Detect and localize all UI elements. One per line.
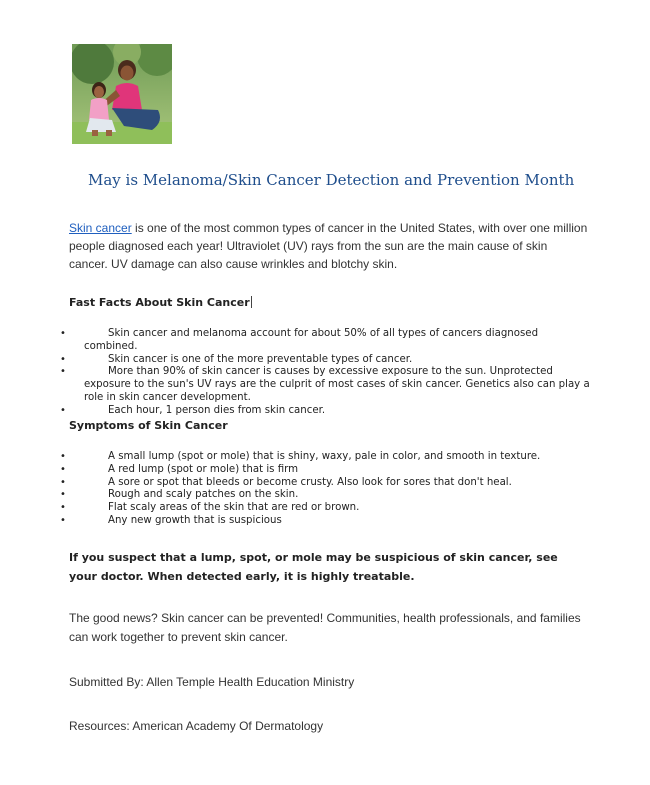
list-item xyxy=(60,451,590,464)
list-item xyxy=(60,502,590,515)
bullet-icon: • xyxy=(60,514,66,526)
header-photo xyxy=(72,44,172,144)
list-item-text: A red lump (spot or mole) that is firm xyxy=(108,463,299,475)
bullet-icon: • xyxy=(60,489,66,501)
list-item-text: A sore or spot that bleeds or become crusty. Also look for sores that don't heal. xyxy=(108,476,512,488)
fast-facts-heading xyxy=(69,296,252,309)
list-item-text: Any new growth that is suspicious xyxy=(108,514,282,526)
list-item-text: Rough and scaly patches on the skin. xyxy=(108,489,299,501)
mother-daughter-photo xyxy=(72,44,172,144)
bullet-icon: • xyxy=(60,502,66,514)
symptoms-list xyxy=(60,451,590,528)
fast-facts-list xyxy=(60,328,590,418)
bullet-icon: • xyxy=(60,366,66,378)
list-item-text: Skin cancer and melanoma account for about 50% of all types of cancers diagnosed combined. xyxy=(84,328,539,352)
list-item xyxy=(60,366,590,404)
doctor-warning: If you suspect that a lump, spot, or mole may be suspicious of skin cancer, see your doctor. When detected early, it is highly treatable. xyxy=(69,551,558,583)
list-item xyxy=(60,328,590,354)
list-item-text: Each hour, 1 person dies from skin cancer. xyxy=(108,404,326,416)
list-item-text: Flat scaly areas of the skin that are red or brown. xyxy=(108,502,360,514)
text-cursor xyxy=(251,296,252,308)
intro-paragraph xyxy=(69,219,589,273)
list-item xyxy=(60,477,590,490)
good-news-paragraph: The good news? Skin cancer can be prevented! Communities, health professionals, and families can work together to prevent skin cancer. xyxy=(69,611,581,644)
list-item-text: A small lump (spot or mole) that is shiny, waxy, pale in color, and smooth in texture. xyxy=(108,451,541,462)
bullet-icon: • xyxy=(60,451,66,462)
bullet-icon: • xyxy=(60,463,66,475)
submitted-by: Submitted By: Allen Temple Health Education Ministry xyxy=(69,675,355,689)
page-title: May is Melanoma/Skin Cancer Detection and Prevention Month xyxy=(88,171,575,189)
resources: Resources: American Academy Of Dermatology xyxy=(69,719,324,733)
list-item xyxy=(60,515,590,528)
bullet-icon: • xyxy=(60,404,66,416)
bullet-icon: • xyxy=(60,476,66,488)
fast-facts-heading-text: Fast Facts About Skin Cancer xyxy=(69,296,250,309)
bullet-icon: • xyxy=(60,328,66,339)
symptoms-heading: Symptoms of Skin Cancer xyxy=(69,419,228,432)
list-item xyxy=(60,405,590,418)
list-item xyxy=(60,354,590,367)
list-item-text: Skin cancer is one of the more preventable types of cancer. xyxy=(108,353,413,365)
bullet-icon: • xyxy=(60,353,66,365)
list-item-text: More than 90% of skin cancer is causes by excessive exposure to the sun. Unprotected exposure to the sun's UV rays are the culprit of most cases of skin cancer. Genetics also can play a role in skin cancer development. xyxy=(84,366,590,403)
skin-cancer-link[interactable]: Skin cancer xyxy=(69,221,132,235)
list-item xyxy=(60,464,590,477)
intro-text: is one of the most common types of cancer in the United States, with over one million people diagnosed each year! Ultraviolet (UV) rays from the sun are the main cause of skin cancer. UV damage can also cause wrinkles and blotchy skin. xyxy=(69,221,588,271)
list-item xyxy=(60,489,590,502)
